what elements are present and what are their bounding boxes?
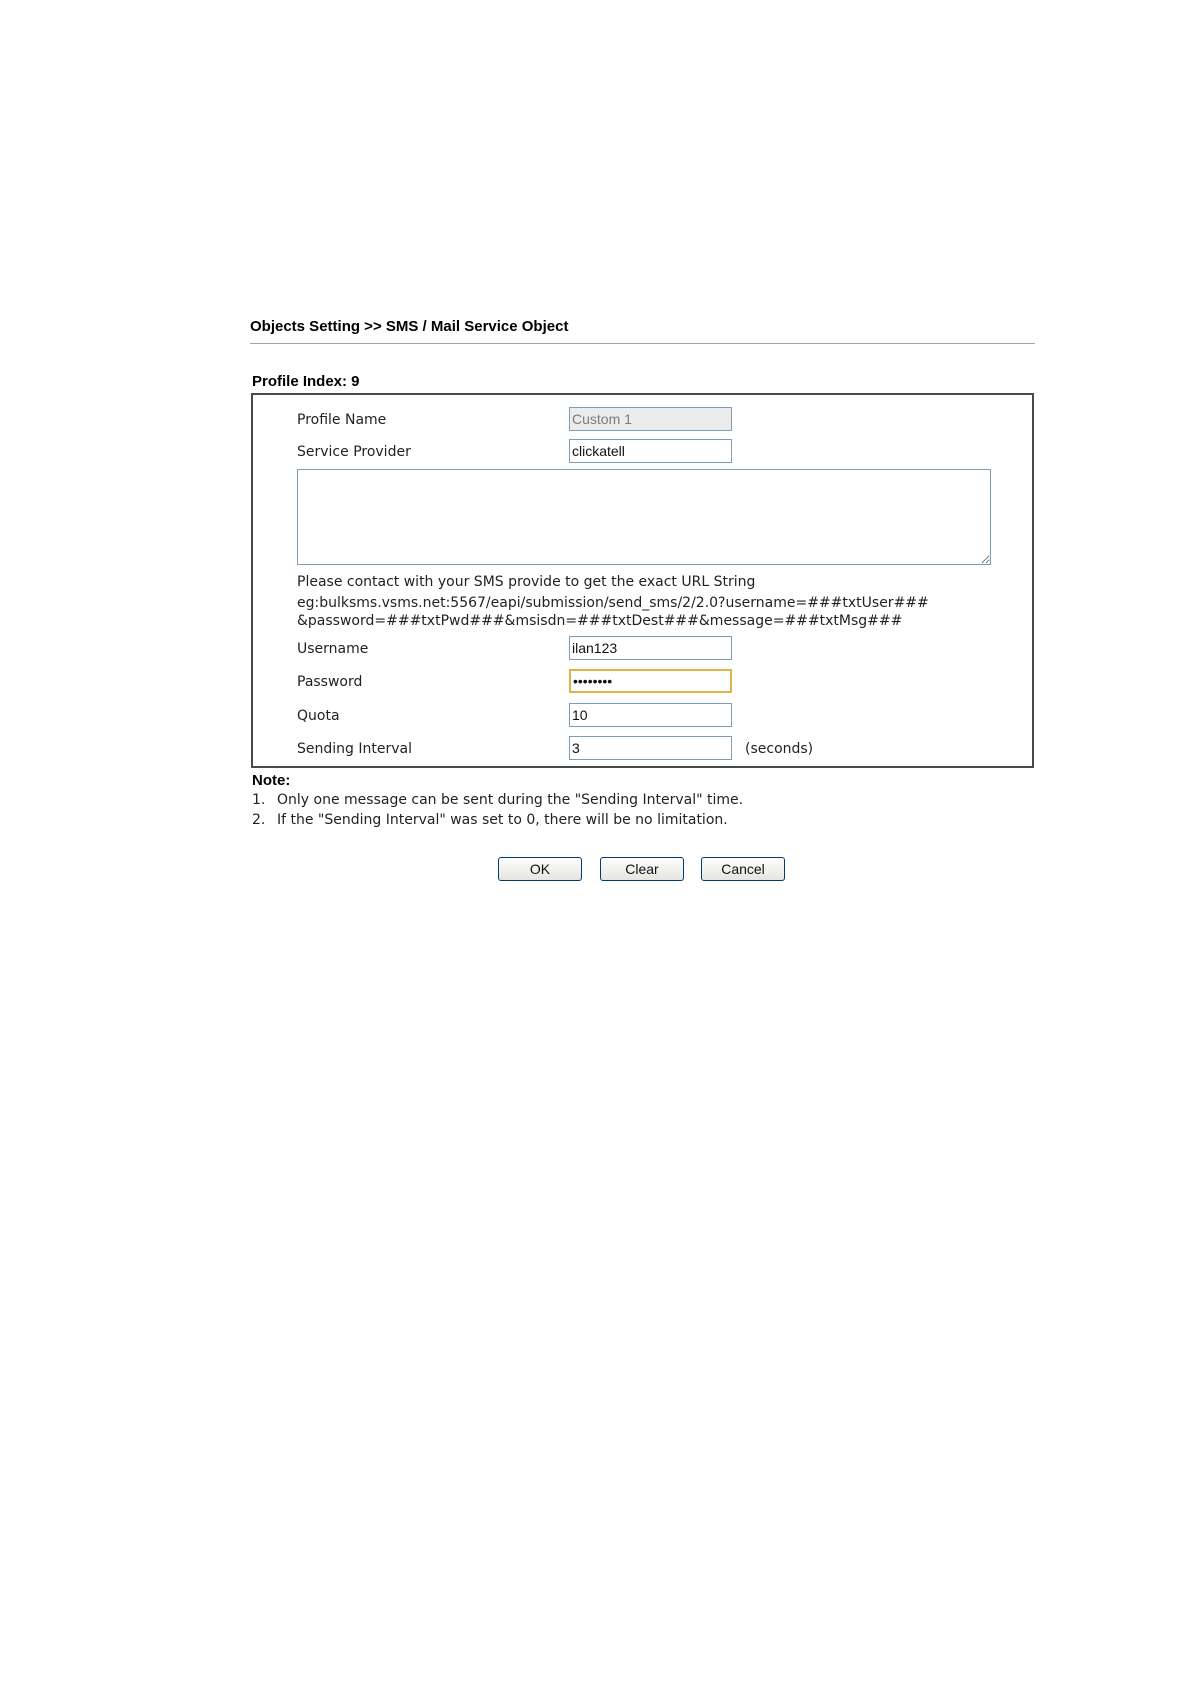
sending-interval-unit: (seconds)	[745, 741, 814, 757]
title-divider	[250, 343, 1035, 344]
sending-interval-input[interactable]	[569, 736, 732, 760]
page-title: Objects Setting >> SMS / Mail Service Object	[250, 318, 569, 335]
quota-input[interactable]	[569, 703, 732, 727]
url-example-line2: &password=###txtPwd###&msisdn=###txtDest###&message=###txtMsg###	[297, 613, 903, 629]
note-item-number: 2.	[252, 812, 266, 828]
note-item	[252, 812, 728, 828]
ok-button[interactable]: OK	[498, 857, 582, 881]
quota-label: Quota	[297, 708, 340, 724]
url-example-line1: eg:bulksms.vsms.net:5567/eapi/submission/send_sms/2/2.0?username=###txtUser###	[297, 595, 929, 611]
profile-name-input[interactable]	[569, 407, 732, 431]
profile-name-label: Profile Name	[297, 412, 387, 428]
clear-button[interactable]: Clear	[600, 857, 684, 881]
note-item-text: If the "Sending Interval" was set to 0, there will be no limitation.	[277, 812, 728, 828]
note-item-text: Only one message can be sent during the "Sending Interval" time.	[277, 792, 744, 808]
username-label: Username	[297, 641, 369, 657]
service-provider-input[interactable]	[569, 439, 732, 463]
profile-index-label: Profile Index: 9	[252, 373, 360, 390]
cancel-button[interactable]: Cancel	[701, 857, 785, 881]
username-input[interactable]	[569, 636, 732, 660]
note-title: Note:	[252, 772, 291, 789]
url-string-textarea[interactable]	[297, 469, 991, 565]
note-item-number: 1.	[252, 792, 266, 808]
service-provider-label: Service Provider	[297, 444, 411, 460]
note-item	[252, 792, 743, 808]
profile-form	[251, 393, 1034, 768]
password-label: Password	[297, 674, 363, 690]
url-hint-text: Please contact with your SMS provide to get the exact URL String	[297, 574, 756, 590]
password-input[interactable]	[569, 669, 732, 693]
sending-interval-label: Sending Interval	[297, 741, 412, 757]
